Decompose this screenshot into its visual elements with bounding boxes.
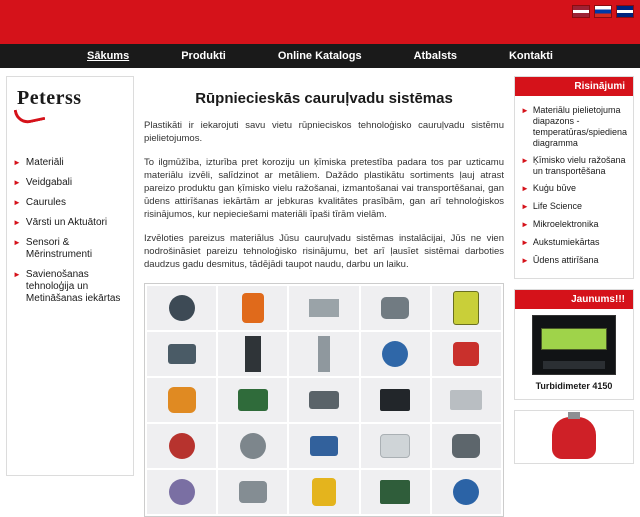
sidebar-item-label: Materiāli [25, 157, 64, 168]
sidebar-item-varsti-un-aktuatori[interactable] [13, 213, 129, 233]
bullet-icon: ► [13, 178, 21, 187]
solution-item-mikroelektronika[interactable] [519, 216, 629, 234]
gallery-item-three-way-valve-orange[interactable] [147, 378, 216, 422]
sidebar-menu [7, 153, 133, 309]
sidebar-item-savienosanas-tehnologija[interactable] [13, 265, 129, 309]
solutions-list [515, 96, 633, 278]
gallery-item-control-panel-black[interactable] [361, 378, 430, 422]
solution-item-life-science[interactable] [519, 198, 629, 216]
bullet-icon: ► [13, 218, 21, 227]
news-panel [514, 289, 634, 400]
intro-paragraph-2: To ilgmūžība, izturība pret koroziju un ķīmiska pretestība padara tos par uzticamu materiālu izvēli, salīdzinot ar metāliem. Dažādo plastikātu sortiments ļauj atrast pareizo produktu gan ķīmisko vielu ražošanai, izmantošanai vai transportēšanai, gan ūdens attirīšanas iekārtām ar jebkuras kvalitātes prasībām, gan arī tehnoloģiskos risinājumos, kur nepieciešami materiāli īpaši tīrām vielām. [144, 157, 504, 220]
turbidimeter-device-image [532, 315, 616, 375]
sidebar-item-sensori-merinstrumenti[interactable] [13, 233, 129, 265]
sidebar-item-label: Veidgabali [25, 177, 73, 188]
solutions-panel [514, 76, 634, 279]
bullet-icon: ► [521, 220, 529, 229]
flag-lv-icon[interactable] [572, 5, 590, 18]
sidebar-item-label: Caurules [25, 197, 66, 208]
gallery-item-diaphragm-valve-orange[interactable] [218, 286, 287, 330]
nav-item-kontakti[interactable]: Kontakti [508, 50, 553, 62]
gallery-item-controller-display[interactable] [432, 286, 501, 330]
sidebar-item-materiali[interactable] [13, 153, 129, 173]
solution-item-label: Kuģu būve [532, 183, 576, 193]
gallery-item-actuator-red[interactable] [432, 332, 501, 376]
solution-item-label: Aukstumiekārtas [532, 237, 600, 247]
right-sidebar [514, 76, 634, 474]
sidebar-item-label: Savienošanas tehnoloģija un Metināšanas iekārtas [25, 269, 121, 304]
red-pressure-vessel-image [552, 417, 596, 459]
solution-item-materialu-pielietojuma-diapazons[interactable] [519, 102, 629, 152]
solutions-panel-title: Risinājumi [515, 77, 633, 96]
logo-text: Peterss [17, 87, 82, 109]
gallery-item-handle-yellow[interactable] [289, 470, 358, 514]
intro-paragraph-1: Plastikāti ir iekarojuti savu vietu rūpnieciskos tehnoloģisko cauruļvadu sistēmu pielietojumos. [144, 120, 504, 144]
news-product-caption: Turbidimeter 4150 [535, 381, 613, 391]
solution-item-label: Life Science [532, 201, 582, 211]
product-gallery [144, 283, 504, 517]
gallery-item-flange-adapter-blue[interactable] [361, 332, 430, 376]
bullet-icon: ► [521, 106, 529, 115]
solution-item-udens-attirisana[interactable] [519, 252, 629, 270]
device-keypad [543, 361, 605, 369]
solution-item-label: Ūdens attirīšana [532, 255, 599, 265]
gallery-item-ball-valve-white[interactable] [361, 424, 430, 468]
nav-item-sakums[interactable]: Sākums [87, 50, 130, 62]
site-logo[interactable] [7, 77, 133, 129]
nav-item-produkti[interactable]: Produkti [181, 50, 226, 62]
gallery-item-butterfly-valve-red[interactable] [147, 424, 216, 468]
gallery-item-bench-machine[interactable] [432, 378, 501, 422]
news-panel-title: Jaunums!!! [515, 290, 633, 309]
sidebar-item-label: Sensori & Mērinstrumenti [25, 237, 93, 260]
page-title: Rūpniecieskās cauruļvadu sistēmas [195, 90, 453, 107]
sidebar-item-label: Vārsti un Aktuātori [25, 217, 108, 228]
nav-item-online-katalogs[interactable]: Online Katalogs [277, 50, 362, 62]
sidebar-item-caurules[interactable] [13, 193, 129, 213]
bullet-icon: ► [521, 256, 529, 265]
flag-en-icon[interactable] [616, 5, 634, 18]
solution-item-label: Mikroelektronika [532, 219, 599, 229]
gallery-item-fusion-coupler[interactable] [289, 378, 358, 422]
main-navigation [0, 44, 640, 68]
gallery-item-lug-valve-grey[interactable] [218, 424, 287, 468]
gallery-item-valve-purple[interactable] [147, 470, 216, 514]
page-content [0, 68, 640, 480]
gallery-item-level-gauge[interactable] [289, 332, 358, 376]
gallery-item-handle-valve-blue[interactable] [289, 424, 358, 468]
bullet-icon: ► [521, 202, 529, 211]
solution-item-kimisko-vielu-razosana[interactable] [519, 152, 629, 180]
sidebar-item-veidgabali[interactable] [13, 173, 129, 193]
bullet-icon: ► [521, 184, 529, 193]
gallery-item-pipe-fitting-grey[interactable] [289, 286, 358, 330]
news-product[interactable] [515, 309, 633, 399]
flag-ru-icon[interactable] [594, 5, 612, 18]
device-display-screen [541, 328, 607, 350]
bullet-icon: ► [13, 270, 21, 279]
bullet-icon: ► [13, 198, 21, 207]
main-column [140, 76, 508, 517]
bullet-icon: ► [521, 238, 529, 247]
gallery-item-valve-grey-lever[interactable] [218, 470, 287, 514]
gallery-item-meter-panel-green[interactable] [361, 470, 430, 514]
gallery-item-butterfly-valve[interactable] [147, 286, 216, 330]
secondary-product[interactable] [515, 411, 633, 463]
bullet-icon: ► [13, 238, 21, 247]
nav-item-atbalsts[interactable]: Atbalsts [413, 50, 457, 62]
sidebar [6, 76, 134, 476]
gallery-item-ball-valve-grey[interactable] [361, 286, 430, 330]
intro-paragraph-3: Izvēloties pareizus materiālus Jūsu cauruļvadu sistēmas instalācijai, Jūs ne vien nodrošināsiet pareizu tehnoloģisko risinājumu, bet arī ļausīet sistēmai darboties daudzus gadu desmitus, tādējādi taupot naudu, darbu un laiku. [144, 233, 504, 270]
bullet-icon: ► [13, 158, 21, 167]
solution-item-aukstumiekartas[interactable] [519, 234, 629, 252]
top-banner [0, 0, 640, 44]
bullet-icon: ► [521, 156, 529, 165]
gallery-item-welding-machine-green[interactable] [218, 378, 287, 422]
solution-item-label: Ķīmisko vielu ražošana un transportēšana [532, 155, 626, 176]
gallery-item-pipe-black[interactable] [218, 332, 287, 376]
solution-item-kugu-buve[interactable] [519, 180, 629, 198]
gallery-item-y-strainer[interactable] [147, 332, 216, 376]
gallery-item-pump-housing[interactable] [432, 424, 501, 468]
language-flags [572, 5, 634, 18]
solution-item-label: Materiālu pielietojuma diapazons - temperatūras/spiediena diagramma [532, 105, 627, 148]
secondary-product-panel [514, 410, 634, 464]
gallery-item-actuator-blue[interactable] [432, 470, 501, 514]
